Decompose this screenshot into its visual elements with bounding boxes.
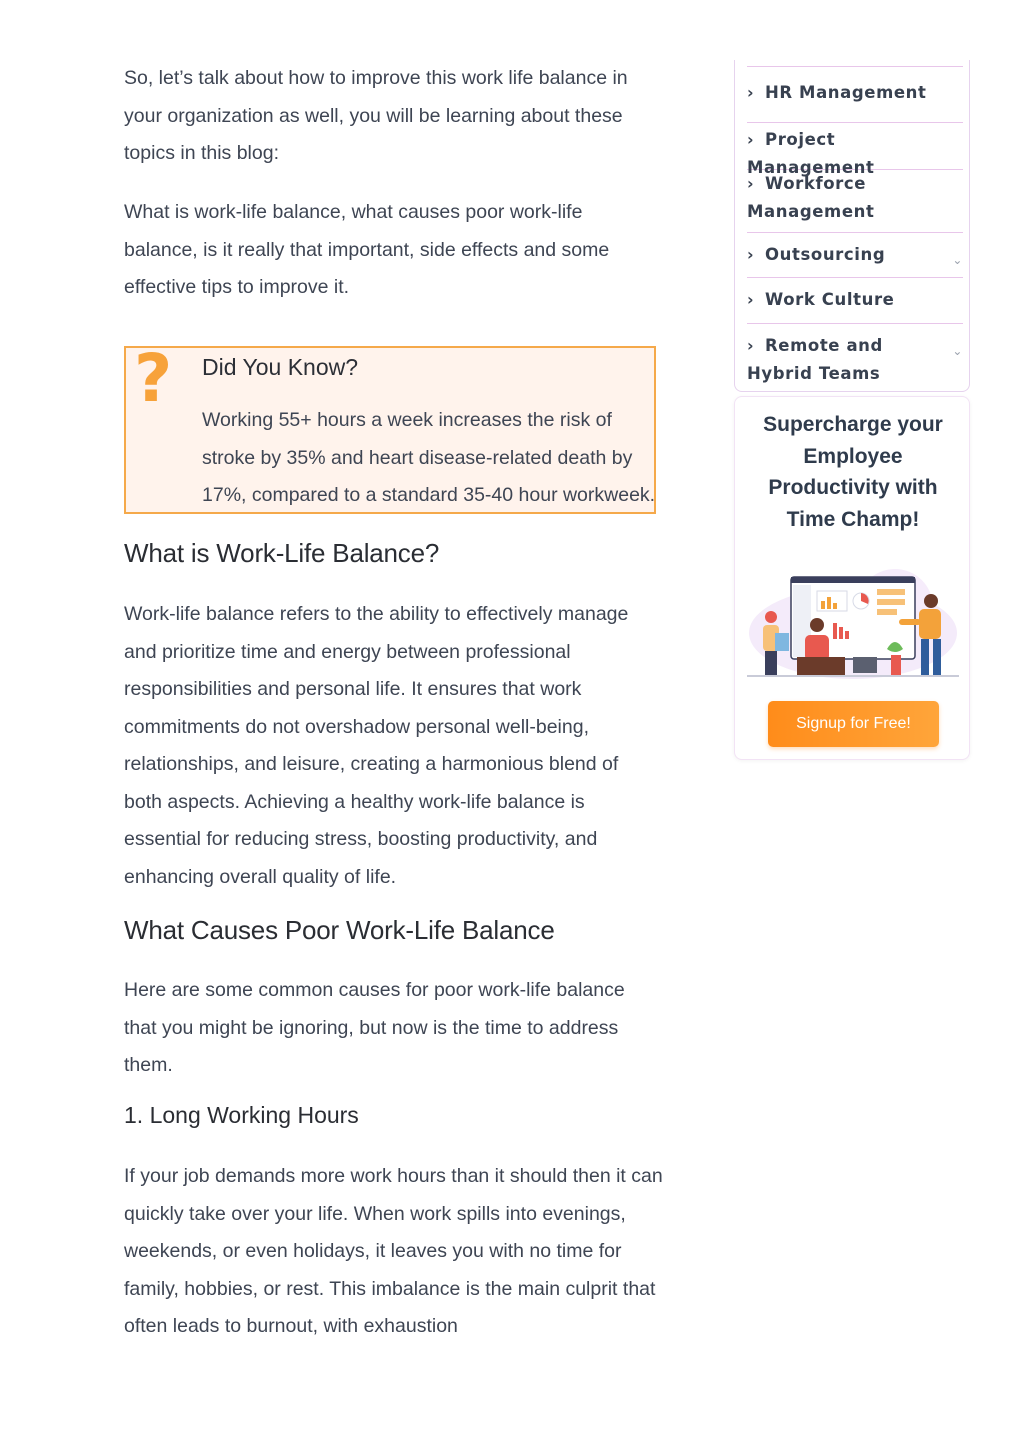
promo-title: Supercharge your Employee Productivity with Time Champ! bbox=[763, 413, 943, 531]
menu-divider bbox=[747, 66, 963, 67]
paragraph-long-hours: If your job demands more work hours than it should then it can quickly take over your life. When work spills into evenings, weekends, or even holidays, it leaves you with no time for family, hobbies, or rest. This imbalance is the main culprit that often leads to burnout, with exhaustion bbox=[124, 1165, 663, 1337]
section-heading-causes: What Causes Poor Work-Life Balance bbox=[124, 915, 555, 945]
menu-item-work-culture[interactable] bbox=[747, 278, 963, 324]
chevron-right-icon: › bbox=[747, 245, 755, 264]
chevron-right-icon: › bbox=[747, 290, 755, 309]
category-menu bbox=[734, 60, 970, 392]
menu-item-workforce-management[interactable] bbox=[747, 170, 963, 233]
menu-item-label: Remote and Hybrid Teams bbox=[747, 336, 883, 383]
signup-button[interactable]: Signup for Free! bbox=[768, 701, 939, 747]
promo-card bbox=[734, 396, 970, 760]
menu-item-outsourcing[interactable] bbox=[747, 233, 963, 278]
question-mark-icon: ? bbox=[134, 340, 173, 417]
chevron-right-icon: › bbox=[747, 174, 755, 193]
menu-item-hr-management[interactable] bbox=[747, 76, 963, 123]
menu-item-label: Outsourcing bbox=[765, 245, 886, 264]
topics-paragraph: What is work-life balance, what causes poor work-life balance, is it really that important, side effects and some effective tips to improve it. bbox=[124, 201, 610, 298]
team-dashboard-illustration bbox=[747, 565, 959, 681]
menu-item-label: Work Culture bbox=[765, 290, 895, 309]
chevron-right-icon: › bbox=[747, 130, 755, 149]
menu-item-project-management[interactable] bbox=[747, 123, 963, 177]
did-you-know-callout bbox=[124, 340, 656, 514]
intro-paragraph: So, let’s talk about how to improve this work life balance in your organization as well, you will be learning about these topics in this blog: bbox=[124, 67, 628, 164]
chevron-down-icon[interactable]: ⌄ bbox=[952, 344, 963, 358]
section-heading-what-is-wlb: What is Work-Life Balance? bbox=[124, 538, 440, 568]
menu-item-label: Workforce Management bbox=[747, 174, 875, 221]
subheading-long-hours: 1. Long Working Hours bbox=[124, 1102, 359, 1128]
section-paragraph-causes: Here are some common causes for poor work-life balance that you might be ignoring, but now is the time to address them. bbox=[124, 979, 625, 1076]
chevron-right-icon: › bbox=[747, 83, 755, 102]
menu-item-label: HR Management bbox=[765, 83, 927, 102]
chevron-down-icon[interactable]: ⌄ bbox=[952, 253, 963, 267]
menu-item-label: Project Management bbox=[747, 130, 875, 177]
callout-text: Working 55+ hours a week increases the risk of stroke by 35% and heart disease-related death by 17%, compared to a standard 35-40 hour workweek. bbox=[202, 409, 656, 506]
menu-item-remote-hybrid-teams[interactable] bbox=[747, 324, 963, 386]
section-paragraph-what-is-wlb: Work-life balance refers to the ability to effectively manage and prioritize time and energy between professional responsibilities and personal life. It ensures that work commitments do not overshadow personal well-being, relationships, and leisure, creating a harmonious blend of both aspects. Achieving a healthy work-life balance is essential for reducing stress, boosting productivity, and enhancing overall quality of life. bbox=[124, 603, 629, 888]
chevron-right-icon: › bbox=[747, 336, 755, 355]
callout-title: Did You Know? bbox=[202, 354, 359, 380]
